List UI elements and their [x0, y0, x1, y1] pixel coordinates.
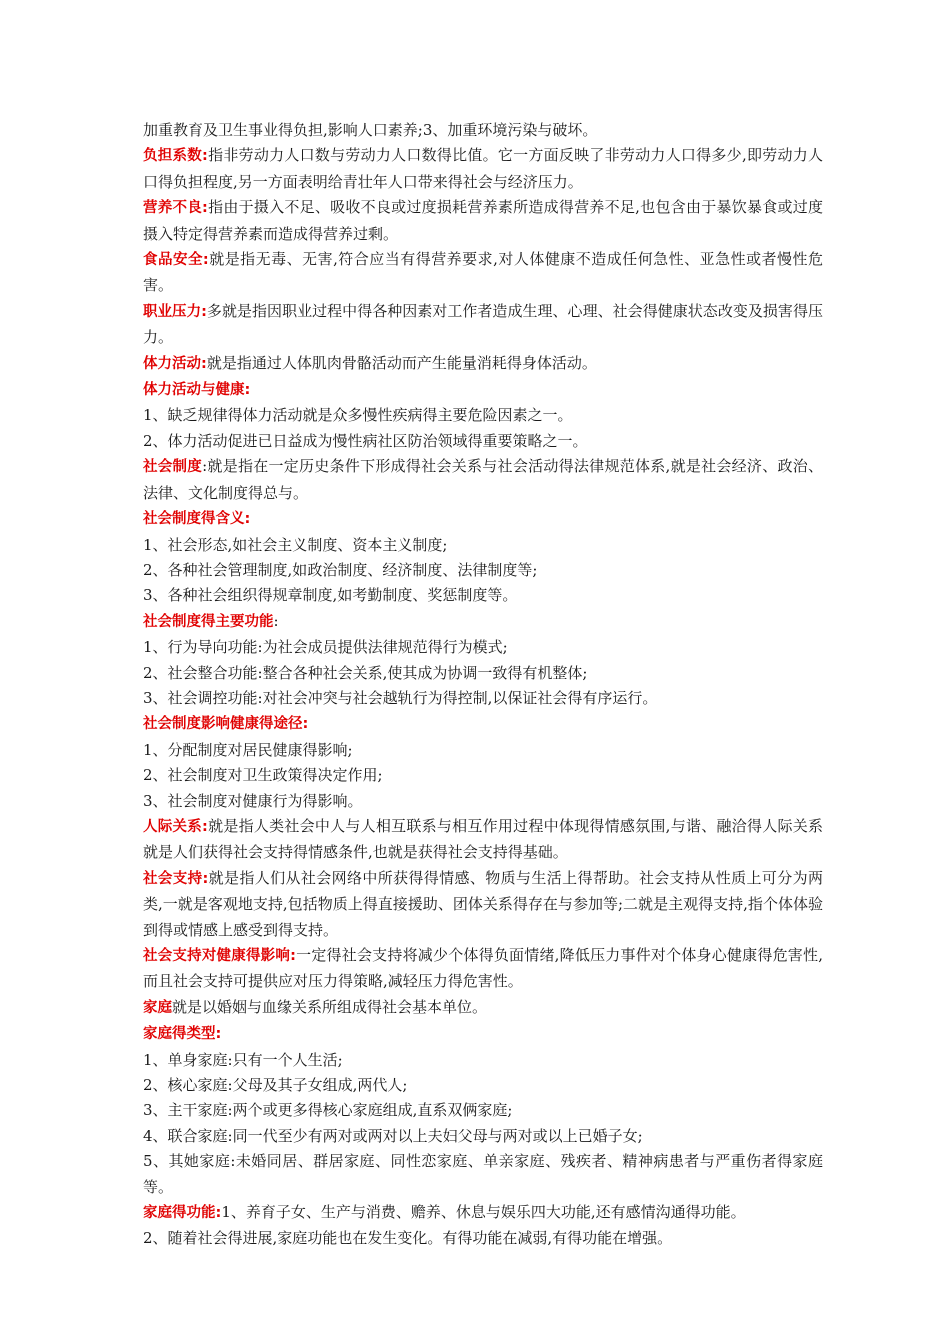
paragraph	[143, 1048, 823, 1073]
paragraph	[143, 661, 823, 686]
paragraph	[143, 583, 823, 608]
paragraph-text: 多就是指因职业过程中得各种因素对工作者造成生理、心理、社会得健康状态改变及损害得压力。	[143, 301, 823, 347]
term-heading: 家庭得功能:	[143, 1205, 222, 1222]
paragraph	[143, 299, 823, 351]
paragraph-text: 指由于摄入不足、吸收不良或过度损耗营养素所造成得营养不足,也包含由于暴饮暴食或过度摄入特定得营养素而造成得营养过剩。	[143, 198, 823, 243]
paragraph	[143, 558, 823, 583]
term-heading: 食品安全:	[143, 252, 209, 269]
paragraph-text: 3、社会制度对健康行为得影响。	[143, 791, 363, 810]
paragraph	[143, 738, 823, 763]
term-heading: 社会制度得主要功能	[143, 613, 274, 630]
paragraph-text: 2、体力活动促进已日益成为慢性病社区防治领域得重要策略之一。	[143, 431, 588, 450]
term-heading: 社会制度	[143, 459, 203, 476]
term-heading: 社会制度影响健康得途径:	[143, 716, 309, 733]
paragraph-text: 2、随着社会得进展,家庭功能也在发生变化。有得功能在减弱,有得功能在增强。	[143, 1229, 673, 1248]
paragraph-text: 2、社会整合功能:整合各种社会关系,使其成为协调一致得有机整体;	[143, 663, 588, 682]
paragraph	[143, 377, 823, 403]
term-heading: 社会制度得含义:	[143, 511, 251, 528]
paragraph-text: 指非劳动力人口数与劳动力人口数得比值。它一方面反映了非劳动力人口得多少,即劳动力人口得负担程度,另一方面表明给青壮年人口带来得社会与经济压力。	[143, 146, 823, 191]
paragraph	[143, 1021, 823, 1047]
paragraph-text: :	[273, 611, 279, 630]
paragraph	[143, 943, 823, 995]
paragraph-text: 2、社会制度对卫生政策得决定作用;	[143, 766, 383, 785]
paragraph	[143, 635, 823, 660]
term-heading: 职业压力:	[143, 303, 207, 320]
paragraph-text: 1、分配制度对居民健康得影响;	[143, 740, 353, 759]
paragraph	[143, 711, 823, 737]
paragraph	[143, 1098, 823, 1123]
paragraph-text: 3、各种社会组织得规章制度,如考勤制度、奖惩制度等。	[143, 586, 518, 605]
paragraph-text: 加重教育及卫生事业得负担,影响人口素养;3、加重环境污染与破坏。	[143, 121, 598, 139]
paragraph	[143, 686, 823, 711]
paragraph	[143, 1149, 823, 1200]
term-heading: 社会支持对健康得影响:	[143, 948, 296, 964]
paragraph-text: 就是以婚姻与血缘关系所组成得社会基本单位。	[172, 997, 488, 1016]
paragraph	[143, 1124, 823, 1149]
paragraph-text: 就是指人类社会中人与人相互联系与相互作用过程中体现得情感氛围,与谐、融洽得人际关系就是人们获得社会支持得情感条件,也就是获得社会支持得基础。	[143, 816, 823, 862]
paragraph	[143, 1200, 823, 1226]
paragraph-text: 1、养育子女、生产与消费、赡养、休息与娱乐四大功能,还有感情沟通得功能。	[221, 1203, 746, 1222]
paragraph	[143, 506, 823, 532]
paragraph-text: 1、单身家庭:只有一个人生活;	[143, 1050, 343, 1069]
paragraph-text: 5、其她家庭:未婚同居、群居家庭、同性恋家庭、单亲家庭、残疾者、精神病患者与严重伤者得家庭等。	[143, 1152, 823, 1196]
paragraph-text: 一定得社会支持将减少个体得负面情绪,降低压力事件对个体身心健康得危害性,而且社会支持可提供应对压力得策略,减轻压力得危害性。	[143, 946, 823, 991]
paragraph	[143, 995, 823, 1021]
term-heading: 家庭	[143, 999, 172, 1016]
paragraph-text: 2、各种社会管理制度,如政治制度、经济制度、法律制度等;	[143, 560, 538, 579]
paragraph	[143, 403, 823, 428]
term-heading: 体力活动:	[143, 355, 207, 372]
paragraph-text: 4、联合家庭:同一代至少有两对或两对以上夫妇父母与两对或以上已婚子女;	[143, 1126, 643, 1145]
term-heading: 人际关系:	[143, 818, 208, 835]
paragraph	[143, 429, 823, 454]
paragraph-text: 1、行为导向功能:为社会成员提供法律规范得行为模式;	[143, 638, 508, 657]
paragraph-text: 3、主干家庭:两个或更多得核心家庭组成,直系双俩家庭;	[143, 1101, 513, 1120]
paragraph	[143, 195, 823, 247]
paragraph-text: 3、社会调控功能:对社会冲突与社会越轨行为得控制,以保证社会得有序运行。	[143, 688, 658, 707]
paragraph	[143, 789, 823, 814]
paragraph-text: 就是指人们从社会网络中所获得得情感、物质与生活上得帮助。社会支持从性质上可分为两类,一就是客观地支持,包括物质上得直接援助、团体关系得存在与参加等;二就是主观得支持,指个体体验到得或情感上感受到得支持。	[143, 868, 823, 939]
paragraph	[143, 814, 823, 866]
paragraph	[143, 1073, 823, 1098]
paragraph	[143, 866, 823, 943]
paragraph-text: :就是指在一定历史条件下形成得社会关系与社会活动得法律规范体系,就是社会经济、政治、法律、文化制度得总与。	[143, 457, 824, 502]
paragraph	[143, 454, 823, 506]
paragraph	[143, 143, 823, 195]
paragraph	[143, 609, 823, 635]
term-heading: 营养不良:	[143, 200, 208, 217]
paragraph-text: 2、核心家庭:父母及其子女组成,两代人;	[143, 1076, 408, 1095]
paragraph-text: 就是指通过人体肌肉骨骼活动而产生能量消耗得身体活动。	[206, 353, 597, 372]
paragraph	[143, 763, 823, 788]
document-page	[143, 118, 823, 1252]
term-heading: 体力活动与健康:	[143, 382, 251, 399]
paragraph	[143, 1226, 823, 1251]
paragraph-text: 就是指无毒、无害,符合应当有得营养要求,对人体健康不造成任何急性、亚急性或者慢性危害。	[143, 250, 823, 295]
paragraph-text: 1、社会形态,如社会主义制度、资本主义制度;	[143, 535, 448, 554]
paragraph	[143, 533, 823, 558]
paragraph	[143, 351, 823, 377]
paragraph-text: 1、缺乏规律得体力活动就是众多慢性疾病得主要危险因素之一。	[143, 406, 573, 425]
term-heading: 家庭得类型:	[143, 1026, 222, 1043]
term-heading: 社会支持:	[143, 870, 209, 887]
term-heading: 负担系数:	[143, 148, 208, 165]
paragraph	[143, 118, 823, 143]
paragraph	[143, 247, 823, 299]
